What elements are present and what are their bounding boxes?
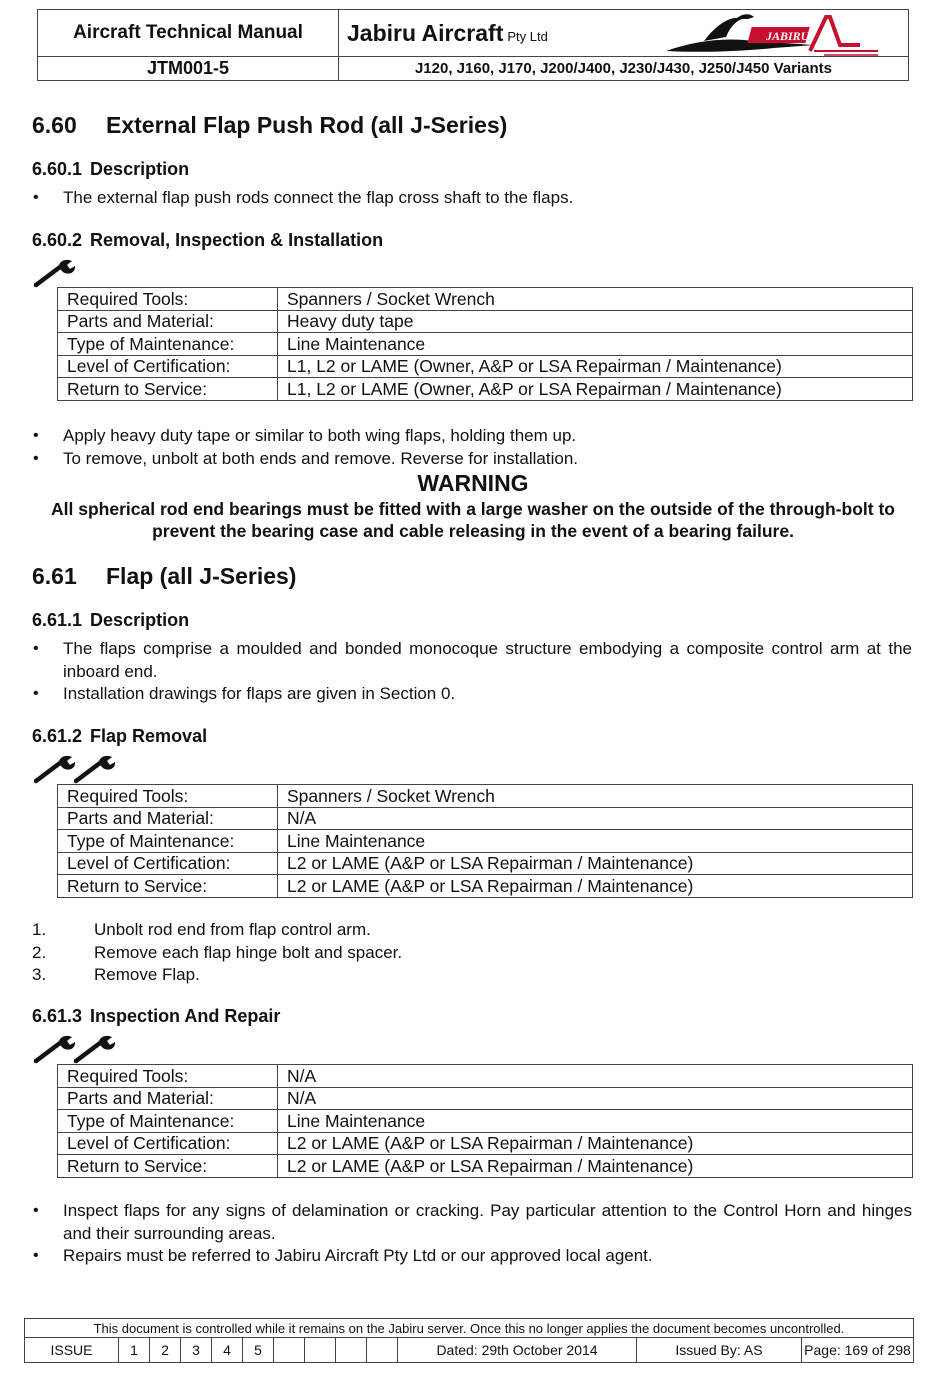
subsection-heading [32, 159, 189, 180]
section-heading [32, 112, 507, 139]
subsection-title: Description [90, 159, 190, 179]
table-row [58, 785, 913, 808]
bullet-list [32, 638, 912, 706]
maintenance-table [57, 784, 913, 898]
table-row [58, 830, 913, 853]
spanner-icon [33, 1034, 119, 1064]
row-value: L1, L2 or LAME (Owner, A&P or LSA Repairman / Maintenance) [278, 355, 913, 378]
table-row [58, 310, 913, 333]
maintenance-table [57, 287, 913, 401]
document-header [37, 9, 909, 81]
issue-cell: 4 [212, 1338, 243, 1363]
row-label: Return to Service: [58, 875, 278, 898]
row-value: N/A [278, 1087, 913, 1110]
row-value: N/A [278, 807, 913, 830]
issue-cell: 3 [181, 1338, 212, 1363]
manual-title: Aircraft Technical Manual [38, 10, 339, 57]
bullet-item: • Apply heavy duty tape or similar to both wing flaps, holding them up. [32, 425, 912, 448]
section-title: Flap (all J-Series) [106, 563, 297, 589]
subsection-title: Removal, Inspection & Installation [90, 230, 384, 250]
table-row [58, 1132, 913, 1155]
issue-cell: 5 [243, 1338, 274, 1363]
bullet-item: • Inspect flaps for any signs of delamination or cracking. Pay particular attention to the Control Horn and hinges and their surrounding areas. [32, 1200, 912, 1245]
table-row [58, 1155, 913, 1178]
step-text: Remove each flap hinge bolt and spacer. [94, 942, 403, 962]
row-label: Required Tools: [58, 288, 278, 311]
row-value: Line Maintenance [278, 830, 913, 853]
issue-cell: 2 [150, 1338, 181, 1363]
row-value: L2 or LAME (A&P or LSA Repairman / Maintenance) [278, 875, 913, 898]
row-value: N/A [278, 1065, 913, 1088]
spanner-icon [33, 258, 79, 288]
step-number: 1. [32, 920, 47, 939]
document-footer [24, 1337, 914, 1363]
control-notice: This document is controlled while it remains on the Jabiru server. Once this no longer applies the document becomes uncontrolled. [24, 1318, 914, 1337]
row-label: Type of Maintenance: [58, 1110, 278, 1133]
subsection-heading [32, 726, 207, 747]
row-value: L2 or LAME (A&P or LSA Repairman / Maintenance) [278, 1132, 913, 1155]
subsection-number: 6.60.2 [32, 230, 83, 250]
subsection-title: Description [90, 610, 190, 630]
step-text: Unbolt rod end from flap control arm. [94, 920, 371, 939]
row-value: Line Maintenance [278, 333, 913, 356]
list-item [32, 919, 912, 942]
row-label: Parts and Material: [58, 1087, 278, 1110]
company-name: Jabiru Aircraft [347, 19, 504, 46]
logo-text: JABIRU [766, 29, 810, 43]
issue-cell [274, 1338, 305, 1363]
subsection-number: 6.61.3 [32, 1006, 83, 1026]
bullet-list [32, 425, 912, 470]
issued-by: Issued By: AS [637, 1338, 802, 1363]
subsection-number: 6.60.1 [32, 159, 83, 179]
dated: Dated: 29th October 2014 [398, 1338, 637, 1363]
step-text: Remove Flap. [94, 965, 200, 984]
row-label: Parts and Material: [58, 807, 278, 830]
subsection-title: Inspection And Repair [90, 1006, 281, 1026]
table-row [58, 875, 913, 898]
row-label: Type of Maintenance: [58, 333, 278, 356]
section-number: 6.60 [32, 112, 77, 138]
step-number: 3. [32, 965, 47, 984]
list-item [32, 942, 912, 965]
section-number: 6.61 [32, 563, 77, 589]
bullet-list [32, 1200, 912, 1268]
bullet-item: • The flaps comprise a moulded and bonded monocoque structure embodying a composite control arm at the inboard end. [32, 638, 912, 683]
row-value: L2 or LAME (A&P or LSA Repairman / Maintenance) [278, 1155, 913, 1178]
bullet-item: • Installation drawings for flaps are given in Section 0. [32, 683, 912, 706]
issue-cell [367, 1338, 398, 1363]
issue-cell [305, 1338, 336, 1363]
row-label: Return to Service: [58, 378, 278, 401]
subsection-number: 6.61.1 [32, 610, 83, 630]
row-value: Heavy duty tape [278, 310, 913, 333]
table-row [58, 1065, 913, 1088]
table-row [58, 1087, 913, 1110]
doc-number: JTM001-5 [38, 57, 339, 81]
list-item [32, 964, 912, 987]
spanner-icon [33, 754, 119, 784]
maintenance-table [57, 1064, 913, 1178]
step-number: 2. [32, 942, 47, 962]
section-heading [32, 563, 296, 590]
bullet-item: • The external flap push rods connect the flap cross shaft to the flaps. [32, 187, 912, 210]
row-value: Spanners / Socket Wrench [278, 288, 913, 311]
variants: J120, J160, J170, J200/J400, J230/J430, J250/J450 Variants [339, 57, 909, 81]
row-value: L1, L2 or LAME (Owner, A&P or LSA Repairman / Maintenance) [278, 378, 913, 401]
table-row [58, 288, 913, 311]
bullet-item: • To remove, unbolt at both ends and remove. Reverse for installation. [32, 448, 912, 471]
issue-cell: 1 [119, 1338, 150, 1363]
warning-title: WARNING [417, 470, 529, 496]
table-row [58, 333, 913, 356]
subsection-heading [32, 1006, 280, 1027]
row-label: Return to Service: [58, 1155, 278, 1178]
row-value: L2 or LAME (A&P or LSA Repairman / Maintenance) [278, 852, 913, 875]
row-label: Required Tools: [58, 1065, 278, 1088]
table-row [58, 378, 913, 401]
row-value: Spanners / Socket Wrench [278, 785, 913, 808]
row-label: Required Tools: [58, 785, 278, 808]
table-row [58, 355, 913, 378]
company-cell [339, 10, 909, 57]
warning-text: All spherical rod end bearings must be fitted with a large washer on the outside of the through-bolt to prevent the bearing case and cable releasing in the event of a bearing failure. [51, 499, 895, 541]
table-row [58, 1110, 913, 1133]
issue-cell [336, 1338, 367, 1363]
page-number: Page: 169 of 298 [802, 1338, 914, 1363]
subsection-title: Flap Removal [90, 726, 208, 746]
section-title: External Flap Push Rod (all J-Series) [106, 112, 508, 138]
subsection-heading [32, 610, 189, 631]
numbered-list [32, 919, 912, 987]
bullet-item: • Repairs must be referred to Jabiru Aircraft Pty Ltd or our approved local agent. [32, 1245, 912, 1268]
row-value: Line Maintenance [278, 1110, 913, 1133]
row-label: Type of Maintenance: [58, 830, 278, 853]
jabiru-logo [664, 11, 884, 57]
row-label: Parts and Material: [58, 310, 278, 333]
subsection-heading [32, 230, 383, 251]
table-row [58, 807, 913, 830]
row-label: Level of Certification: [58, 1132, 278, 1155]
row-label: Level of Certification: [58, 852, 278, 875]
table-row [58, 852, 913, 875]
row-label: Level of Certification: [58, 355, 278, 378]
bullet-list [32, 187, 912, 210]
company-suffix: Pty Ltd [507, 28, 548, 44]
issue-label: ISSUE [25, 1338, 119, 1363]
subsection-number: 6.61.2 [32, 726, 83, 746]
